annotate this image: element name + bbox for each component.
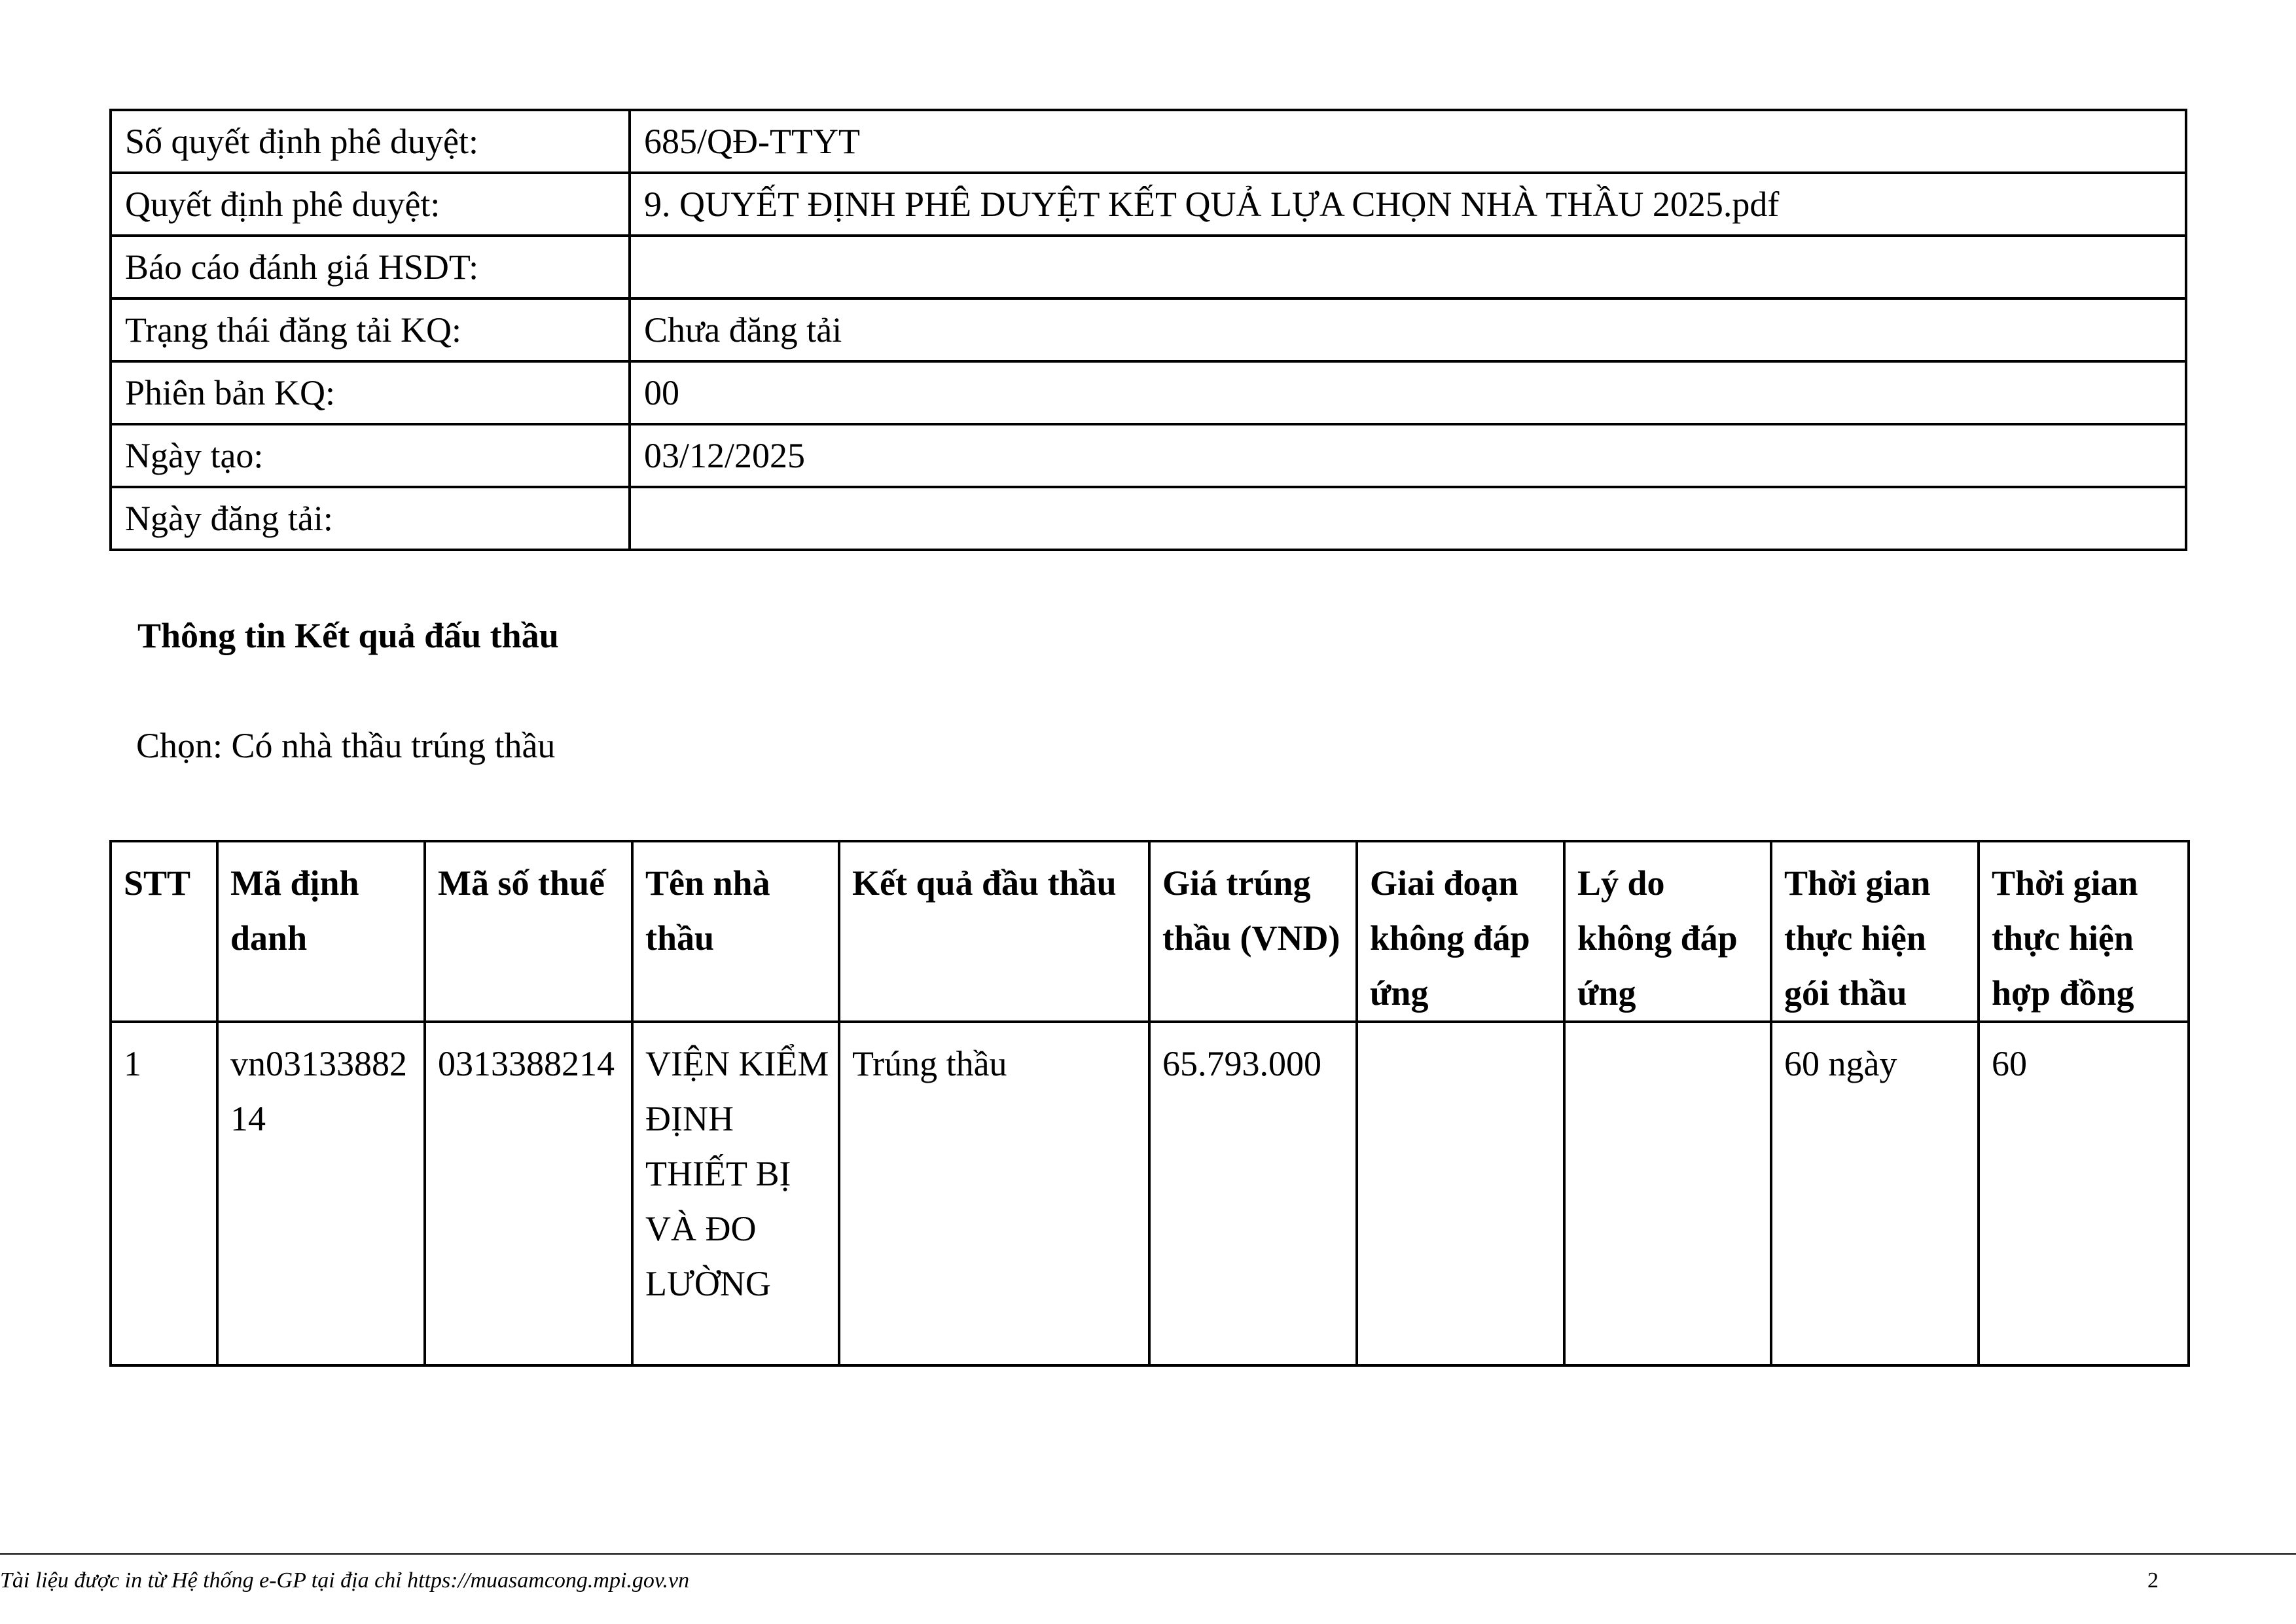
info-label: Ngày đăng tải: xyxy=(111,487,630,550)
info-value: Chưa đăng tải xyxy=(630,298,2186,361)
table-cell: 1 xyxy=(111,1022,217,1365)
table-row xyxy=(111,1022,2189,1365)
table-header-row xyxy=(111,841,2189,1022)
page-number: 2 xyxy=(2147,1568,2159,1593)
table-cell xyxy=(1357,1022,1564,1365)
info-label: Quyết định phê duyệt: xyxy=(111,173,630,236)
table-cell: Trúng thầu xyxy=(839,1022,1149,1365)
footer-source: Tài liệu được in từ Hệ thống e-GP tại địa chỉ https://muasamcong.mpi.gov.vn xyxy=(0,1568,690,1593)
info-row-decision-file xyxy=(111,173,2186,236)
table-cell: VIỆN KIỂM ĐỊNH THIẾT BỊ VÀ ĐO LƯỜNG xyxy=(632,1022,839,1365)
info-row-created-date xyxy=(111,424,2186,487)
info-label: Ngày tạo: xyxy=(111,424,630,487)
info-row-evaluation-report xyxy=(111,236,2186,298)
column-header: Mã định danh xyxy=(217,841,425,1022)
bid-result-table xyxy=(109,840,2190,1367)
info-value xyxy=(630,236,2186,298)
table-cell: 0313388214 xyxy=(425,1022,632,1365)
info-row-version xyxy=(111,361,2186,424)
section-title: Thông tin Kết quả đấu thầu xyxy=(137,616,559,655)
info-label: Trạng thái đăng tải KQ: xyxy=(111,298,630,361)
column-header: STT xyxy=(111,841,217,1022)
info-value: 03/12/2025 xyxy=(630,424,2186,487)
column-header: Giá trúng thầu (VND) xyxy=(1149,841,1357,1022)
table-cell: 60 ngày xyxy=(1771,1022,1979,1365)
column-header: Mã số thuế xyxy=(425,841,632,1022)
table-cell: 65.793.000 xyxy=(1149,1022,1357,1365)
info-row-decision-number xyxy=(111,110,2186,173)
column-header: Kết quả đầu thầu xyxy=(839,841,1149,1022)
table-cell xyxy=(1564,1022,1771,1365)
decision-info-table xyxy=(109,109,2187,551)
info-label: Số quyết định phê duyệt: xyxy=(111,110,630,173)
info-label: Phiên bản KQ: xyxy=(111,361,630,424)
table-cell: 60 xyxy=(1979,1022,2189,1365)
column-header: Tên nhà thầu xyxy=(632,841,839,1022)
info-label: Báo cáo đánh giá HSDT: xyxy=(111,236,630,298)
decision-file-link[interactable]: 9. QUYẾT ĐỊNH PHÊ DUYỆT KẾT QUẢ LỰA CHỌN NHÀ THẦU 2025.pdf xyxy=(630,173,2186,236)
info-value xyxy=(630,487,2186,550)
info-value: 00 xyxy=(630,361,2186,424)
column-header: Lý do không đáp ứng xyxy=(1564,841,1771,1022)
info-value: 685/QĐ-TTYT xyxy=(630,110,2186,173)
info-row-publish-status xyxy=(111,298,2186,361)
contractor-choice: Chọn: Có nhà thầu trúng thầu xyxy=(136,726,556,765)
footer-divider xyxy=(0,1553,2296,1555)
info-row-publish-date xyxy=(111,487,2186,550)
column-header: Giai đoạn không đáp ứng xyxy=(1357,841,1564,1022)
column-header: Thời gian thực hiện gói thầu xyxy=(1771,841,1979,1022)
column-header: Thời gian thực hiện hợp đồng xyxy=(1979,841,2189,1022)
table-cell: vn0313388214 xyxy=(217,1022,425,1365)
